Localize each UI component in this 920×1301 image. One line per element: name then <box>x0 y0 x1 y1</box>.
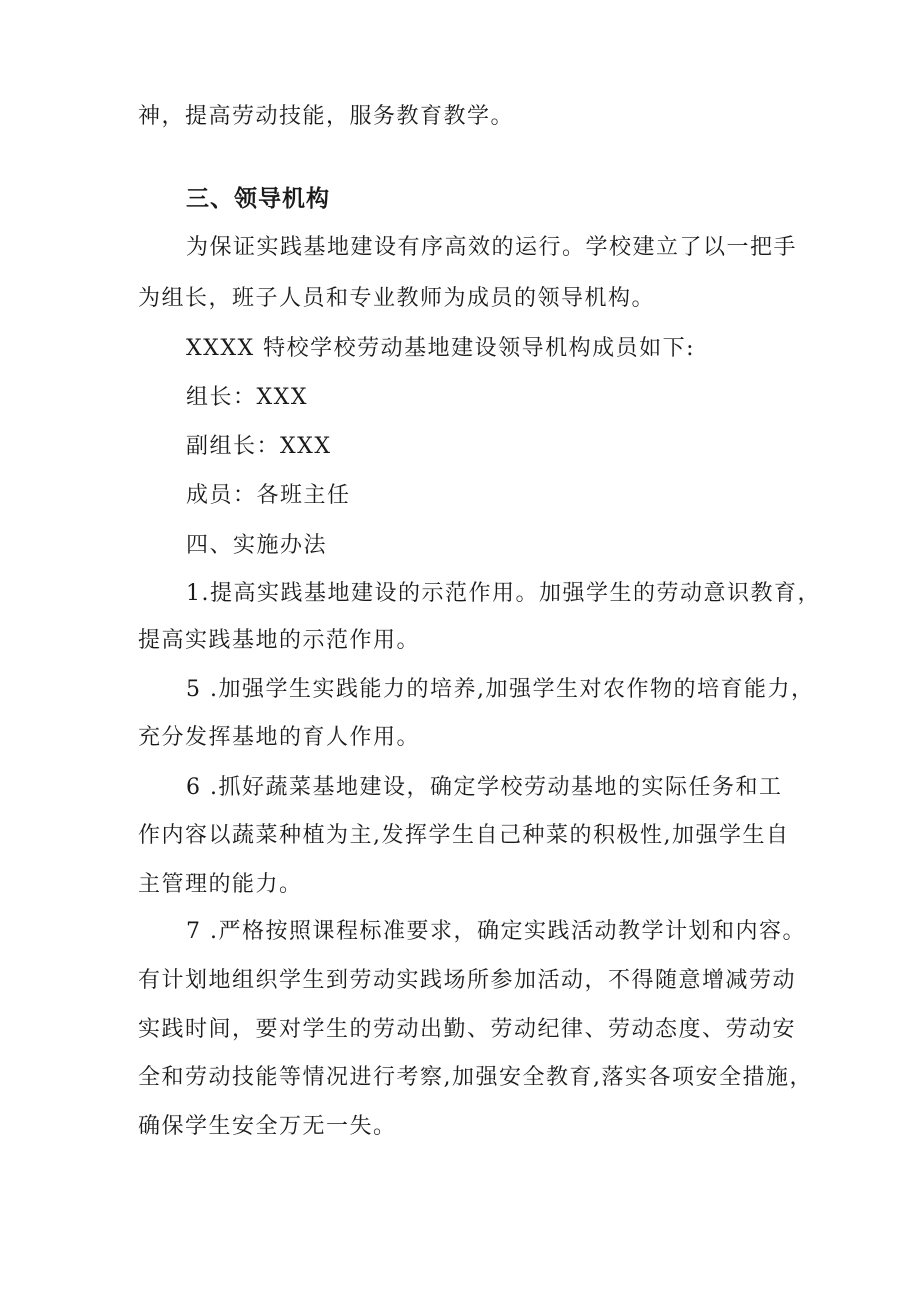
section3-heading: 三、领导机构 <box>186 186 330 212</box>
item1-line2: 提高实践基地的示范作用。 <box>138 628 421 653</box>
section3-para-line2: 为组长，班子人员和专业教师为成员的领导机构。 <box>138 286 656 311</box>
section4-heading: 四、实施办法 <box>186 533 328 558</box>
item1-line1: 1.提高实践基地建设的示范作用。加强学生的劳动意识教育， <box>186 581 821 606</box>
item6-line3: 主管理的能力。 <box>138 872 303 897</box>
item7-line5: 确保学生安全万无一失。 <box>138 1114 397 1139</box>
deputy-line: 副组长：XXX <box>186 434 332 459</box>
item7-line1: 7 .严格按照课程标准要求，确定实践活动教学计划和内容。 <box>186 919 806 944</box>
members-line: 成员：各班主任 <box>186 483 351 508</box>
item6-line2: 作内容以蔬菜种植为主,发挥学生自己种菜的积极性,加强学生自 <box>138 823 790 848</box>
item5-line1: 5 .加强学生实践能力的培养,加强学生对农作物的培育能力， <box>186 677 815 702</box>
continuation-line: 神，提高劳动技能，服务教育教学。 <box>138 104 515 129</box>
item7-line4: 全和劳动技能等情况进行考察,加强安全教育,落实各项安全措施， <box>138 1065 813 1090</box>
item6-line1: 6 .抓好蔬菜基地建设，确定学校劳动基地的实际任务和工 <box>186 775 783 800</box>
item7-line3: 实践时间，要对学生的劳动出勤、劳动纪律、劳动态度、劳动安 <box>138 1017 797 1042</box>
item5-line2: 充分发挥基地的育人作用。 <box>138 725 421 750</box>
item7-line2: 有计划地组织学生到劳动实践场所参加活动，不得随意增减劳动 <box>138 968 797 993</box>
section3-para-line1: 为保证实践基地建设有序高效的运行。学校建立了以一把手 <box>186 235 798 260</box>
members-intro: XXXX 特校学校劳动基地建设领导机构成员如下: <box>186 336 696 361</box>
leader-line: 组长：XXX <box>186 385 308 410</box>
